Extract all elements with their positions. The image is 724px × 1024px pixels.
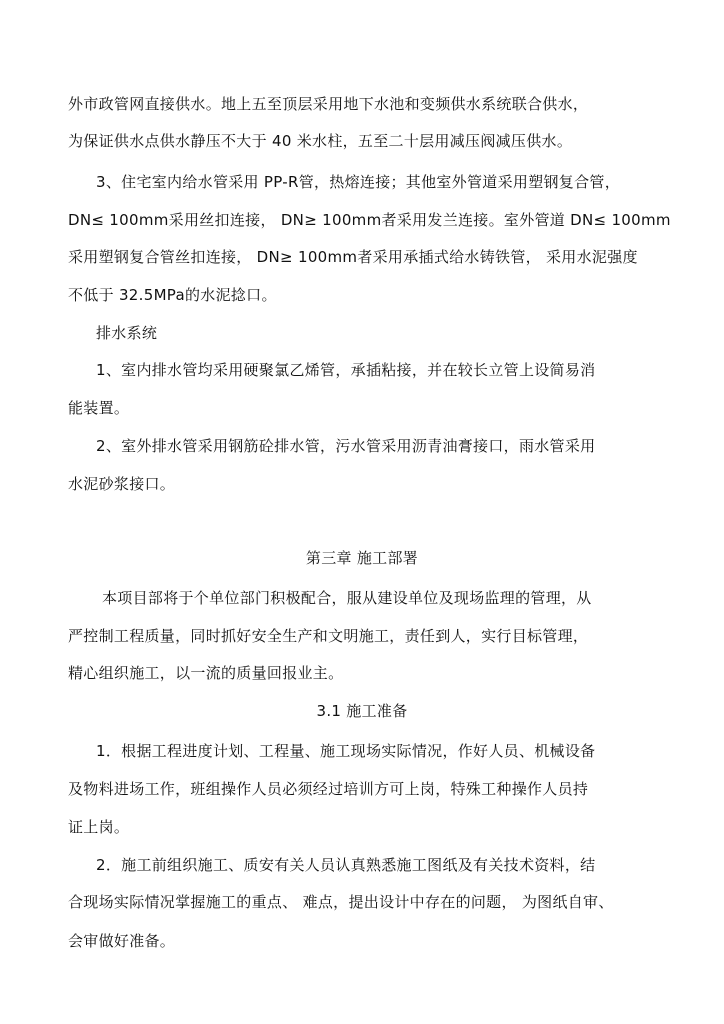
body-text-line: 会审做好准备。 xyxy=(68,932,176,950)
body-text-line: 为保证供水点供水静压不大于 40 米水柱，五至二十层用减压阀减压供水。 xyxy=(68,132,573,150)
body-text-line: 能装置。 xyxy=(68,399,130,417)
body-text-line: 水泥砂浆接口。 xyxy=(68,475,176,493)
body-text-line: 采用塑钢复合管丝扣连接， DN≥ 100mm者采用承插式给水铸铁管， 采用水泥强度 xyxy=(68,248,638,266)
body-text-line: 精心组织施工，以一流的质量回报业主。 xyxy=(68,664,344,682)
body-text-line: 及物料进场工作，班组操作人员必须经过培训方可上岗，特殊工种操作人员持 xyxy=(68,780,589,798)
body-text-line: 2．施工前组织施工、质安有关人员认真熟悉施工图纸及有关技术资料，结 xyxy=(96,856,596,874)
body-text-line: 严控制工程质量，同时抓好安全生产和文明施工，责任到人，实行目标管理， xyxy=(68,627,589,645)
subheading: 排水系统 xyxy=(96,324,158,342)
chapter-title: 第三章 施工部署 xyxy=(305,549,419,567)
body-text-line: 1．根据工程进度计划、工程量、施工现场实际情况，作好人员、机械设备 xyxy=(96,742,596,760)
body-text-line: 合现场实际情况掌握施工的重点、 难点，提出设计中存在的问题， 为图纸自审、 xyxy=(68,893,614,911)
body-text-line: 本项目部将于个单位部门积极配合，服从建设单位及现场监理的管理，从 xyxy=(102,589,592,607)
body-text-line: 1、室内排水管均采用硬聚氯乙烯管，承插粘接，并在较长立管上设简易消 xyxy=(96,361,596,379)
body-text-line: 3、住宅室内给水管采用 PP-R管，热熔连接；其他室外管道采用塑钢复合管， xyxy=(96,173,621,191)
body-text-line: DN≤ 100mm采用丝扣连接， DN≥ 100mm者采用发兰连接。室外管道 DN≤ 100mm xyxy=(68,211,671,229)
body-text-line: 不低于 32.5MPa的水泥捻口。 xyxy=(68,286,277,304)
body-text-line: 2、室外排水管采用钢筋砼排水管，污水管采用沥青油膏接口，雨水管采用 xyxy=(96,437,596,455)
body-text-line: 外市政管网直接供水。地上五至顶层采用地下水池和变频供水系统联合供水， xyxy=(68,95,589,113)
body-text-line: 证上岗。 xyxy=(68,818,130,836)
section-title: 3.1 施工准备 xyxy=(316,702,408,720)
